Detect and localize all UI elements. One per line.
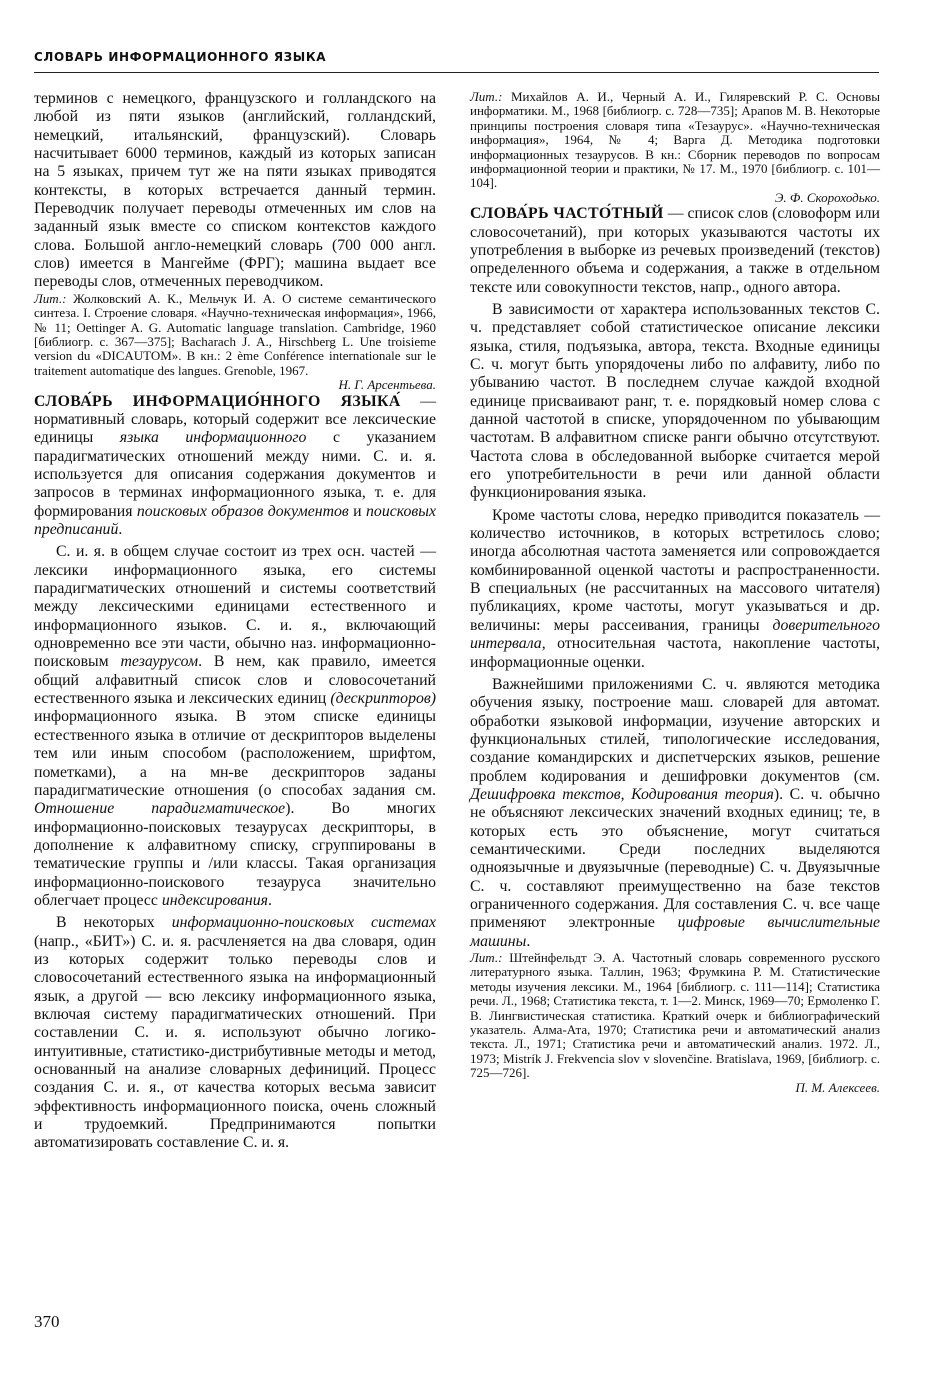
cross-reference: поисковых предписаний: [34, 502, 436, 539]
paragraph: [34, 914, 436, 1152]
cross-reference: тезаурусом: [120, 653, 199, 671]
author-signature-0: Э. Ф. Скороходько.: [774, 189, 880, 205]
cross-reference: цифровые вычислительные машины: [470, 914, 880, 950]
entry-information-language-dictionary: [34, 393, 436, 540]
cross-reference: доверительного интервала: [470, 616, 880, 653]
cross-reference: Дешифровка текстов, Кодирования теория: [470, 785, 774, 803]
entry-frequency-dictionary: [470, 205, 880, 297]
lit-label: Лит.:: [470, 89, 503, 104]
text: ). С. ч. обычно не объясняют лексических значений входных единиц; те, в которых есть это объяснение, могут считаться семантическими. Среди последних выделяются одноязычные и двуязычные (переводные) С. ч. Двуязычные С. ч. составляют преимущественно на базе текстов ограниченного содержания. Для составления С. ч. все чаще применяют электронные: [470, 785, 880, 932]
text: , относительная частота, накопление частоты, информационные оценки.: [470, 635, 880, 671]
author-signature-2: П. М. Алексеев.: [795, 1079, 880, 1095]
paragraph: [470, 676, 880, 951]
lit-text: Штейнфельдт Э. А. Частотный словарь современного русского литературного языка. Таллин, 1963; Фрумкина Р. М. Статистические методы изучения лексики. М., 1964 [библиогр. с. 111—114]; Статистика речи. Л., 1968; Статистика текста, т. 1—2. Минск, 1969—70; Ермоленко Г. В. Лингвистическая статистика. Краткий очерк и библиографический указатель. Алма-Ата, 1970; Статистика речи и автоматический анализ текста. Л., 1971; Статистика речи и автоматический анализ. 1972. Л., 1973; Mistrík J. Frekvencia slov v slovenčine. Bratislava, 1969, [библиогр. с. 725—726].: [470, 950, 880, 1081]
lit-text: Михайлов А. И., Черный А. И., Гиляревский Р. С. Основы информатики. М., 1968 [библиогр. с. 728—735]; Арапов М. В. Некоторые принципы построения словаря типа «Тезаурус». «Научно-техническая информация», 1964, № 4; Варга Д. Методика подготовки информационных тезаурусов. В кн.: Сборник переводов по вопросам информационной теории и практики, № 17. М., 1970 [библиогр. с. 101—104].: [470, 89, 880, 191]
text: Важнейшими приложениями С. ч. являются методика обучения языку, построение маш. словарей для автомат. обработки языковой информации, изучение авторских и функциональных стилей, типологические исследования, создание командирских и диспетчерских языков, решение проблем кодирования и дешифровки документов (см.: [470, 675, 880, 785]
left-column: [34, 90, 436, 1153]
entry-headword: СЛОВА́РЬ ИНФОРМАЦИО́ННОГО ЯЗЫКА́: [34, 392, 401, 410]
lit-text: Жолковский А. К., Мельчук И. А. О системе семантического синтеза. I. Строение словаря. «Научно-техническая информация», 1966, № 11; Oettinger A. G. Automatic language translation. Cambridge, 1960 [библиогр. с. 367—375]; Bacharach J. A., Hirschberg L. Une troisieme version du «DICAUTOM». В кн.: 2 ème Conférence internationale sur le traitement automatique des langues. Grenoble, 1967.: [34, 290, 436, 378]
cross-reference: Отношение парадигматическое: [34, 800, 286, 818]
right-column: [470, 90, 880, 1095]
entry-text: .: [118, 521, 123, 539]
cross-reference: (дескрипторов): [330, 690, 436, 708]
entry-text: с указанием парадигматических отношений между ними. С. и. я. используется для описания содержания документов и запросов в терминах информационного языка, т. е. для формирования: [34, 429, 436, 520]
text: .: [267, 891, 272, 909]
lit-label: Лит.:: [470, 950, 503, 965]
continued-paragraph: терминов с немецкого, французского и голландского на любой из пяти языков (английский, голландский, немецкий, итальянский, французский). Словарь насчитывает 6000 терминов, каждый из которых записан на 5 языках, причем тут же на пяти языках приводятся контексты, в которых встречается данный термин. Переводчик получает переводы отмеченных им слов на заданный язык вместе со списком контекстов каждого слова. Большой англо-немецкий словарь (700 000 англ. слов) имеется в Мангейме (ФРГ); машина выдает все переводы слов, отмеченных переводчиком.: [34, 90, 436, 291]
paragraph: [34, 543, 436, 910]
entry-text: — нормативный словарь, который содержит все лексические единицы: [34, 392, 436, 447]
entry-text: и: [348, 502, 367, 520]
paragraph: В зависимости от характера использованных текстов С. ч. представляет собой статистическое описание лексики языка, стиля, подъязыка, автора, текста. Входные единицы С. ч. могут быть упорядочены либо по алфавиту, либо по убыванию частот. В последнем случае каждой входной единице присваивают ранг, т. е. порядковый номер слова с данной частотой в списке, упорядоченном по убывающим частотам. В алфавитном списке ранги обычно отсутствуют. Частота слова в обследованной выборке считается мерой его употребительности в речи или данной области функционирования языка.: [470, 300, 880, 502]
text: (напр., «БИТ») С. и. я. расчленяется на два словаря, один из которых содержит только переводы слов и словосочетаний естественного языка на информационный язык, а другой — всю лексику информационного языка, включая систему парадигматических отношений. При составлении С. и. я. используют обычно логико-интуитивные, статистико-дистрибутивные методы и метод, основанный на анализе словарных дефиниций. Процесс создания С. и. я., от качества которых весьма зависит эффективность информационного поиска, очень сложный и трудоемкий. Предпринимаются попытки автоматизировать составление С. и. я.: [34, 932, 436, 1152]
header-rule: [34, 72, 879, 73]
text: .: [526, 932, 531, 950]
paragraph: [470, 507, 880, 672]
running-head: СЛОВАРЬ ИНФОРМАЦИОННОГО ЯЗЫКА: [34, 50, 327, 64]
text: . В нем, как правило, имеется общий алфавитный список слов и словосочетаний естественного языка и лексических единиц: [34, 653, 437, 708]
text: ). Во многих информационно-поисковых тезаурусах дескрипторы, в дополнение к алфавитному списку, сгруппированы в тематические группы и /или классы. Такая организация информационно-поискового тезауруса значительно облегчает процесс: [34, 800, 436, 909]
entry-text: — список слов (словоформ или словосочетаний), при которых указываются частоты их употребления в выборке из речевых произведений (текстов) определенного объема и содержания, а также в отдельном тексте или совокупности текстов, напр., одного автора.: [470, 205, 880, 296]
text: Кроме частоты слова, нередко приводится показатель — количество источников, в которых встретилось слово; иногда абсолютная частота заменяется или сопровождается комбинированной оценкой частоты и распространенности. В специальных (не рассчитанных на массового читателя) публикациях, кроме частоты, могут указываться и др. величины: меры рассеивания, границы: [470, 506, 880, 634]
bibliography-1: [34, 292, 436, 378]
entry-headword: СЛОВА́РЬ ЧАСТО́ТНЫЙ: [470, 205, 664, 223]
cross-reference: языка информационного: [119, 429, 307, 447]
bibliography-0: [470, 90, 880, 191]
cross-reference: поисковых образов документов: [136, 502, 349, 520]
lit-label: Лит.:: [34, 290, 67, 306]
text: информационного языка. В этом списке единицы естественного языка в отличие от дескрипторов выделены тем или иным способом (расположением, шрифтом, пометками), а на мн-ве дескрипторов заданы парадигматические отношения (о способах задания см.: [34, 708, 436, 799]
bibliography-2: [470, 951, 880, 1081]
author-signature-1: Н. Г. Арсентьева.: [338, 377, 436, 393]
page-number: 370: [34, 1312, 60, 1331]
text: В некоторых: [56, 914, 172, 932]
cross-reference: индексирования: [161, 891, 268, 909]
text: С. и. я. в общем случае состоит из трех осн. частей — лексики информационного языка, его системы парадигматических отношений и системы соответствий между лексическими единицами естественного и информационного языков. С. и. я., включающий одновременно все эти части, обычно наз. информационно-поисковым: [34, 543, 436, 671]
cross-reference: информационно-поисковых системах: [171, 914, 436, 932]
